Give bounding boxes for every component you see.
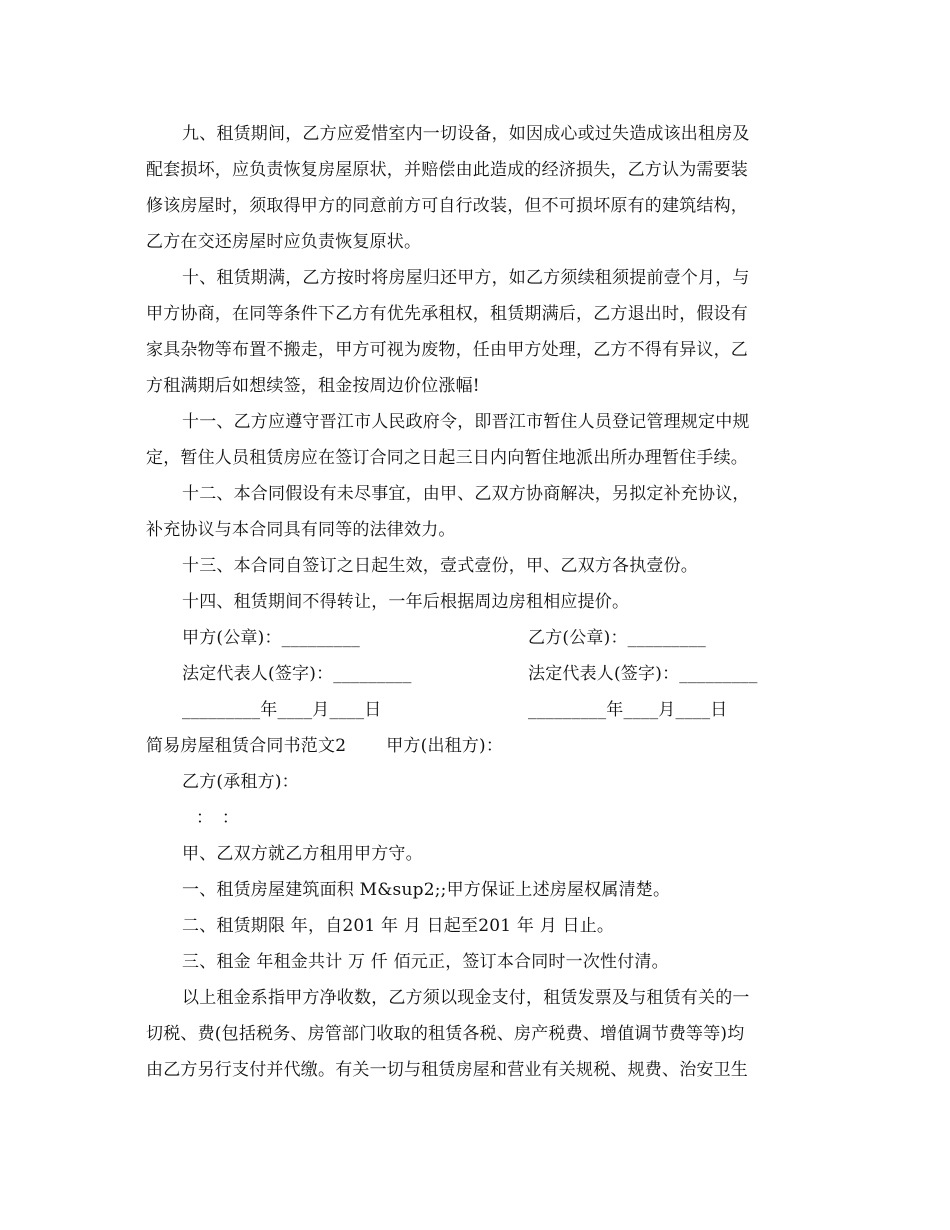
second-contract-party-b: 乙方(承租方)： [182, 772, 299, 792]
clause-9-line-3: 修该房屋时，须取得甲方的同意前方可自行改装，但不可损坏原有的建筑结构， [146, 196, 748, 216]
clause-10-line-3: 家具杂物等布置不搬走，甲方可视为废物，任由甲方处理，乙方不得有异议，乙 [146, 340, 748, 360]
party-a-seal: 甲方(公章)：_________ [182, 628, 360, 648]
party-a-date: _________年____月____日 [182, 700, 382, 720]
clause-13-line-1: 十三、本合同自签订之日起生效，壹式壹份，甲、乙双方各执壹份。 [182, 556, 698, 576]
clause-11-line-2: 定，暂住人员租赁房应在签订合同之日起三日内向暂住地派出所办理暂住手续。 [146, 448, 748, 468]
party-b-seal: 乙方(公章)：_________ [528, 628, 706, 648]
party-b-representative: 法定代表人(签字)：_________ [528, 664, 758, 684]
rent-para-line-2: 切税、费(包括税务、房管部门收取的租赁各税、房产税费、增值调节费等等)均 [146, 1024, 745, 1044]
clause-9-line-2: 配套损坏，应负责恢复房屋原状，并赔偿由此造成的经济损失，乙方认为需要装 [146, 160, 748, 180]
clause-10-line-1: 十、租赁期满，乙方按时将房屋归还甲方，如乙方须续租须提前壹个月，与 [182, 268, 750, 288]
party-b-date: _________年____月____日 [528, 700, 728, 720]
second-contract-clause-2: 二、租赁期限 年，自201 年 月 日起至201 年 月 日止。 [182, 916, 615, 936]
clause-12-line-1: 十二、本合同假设有未尽事宜，由甲、乙双方协商解决，另拟定补充协议， [182, 484, 750, 504]
clause-9-line-4: 乙方在交还房屋时应负责恢复原状。 [146, 232, 422, 252]
clause-10-line-4: 方租满期后如想续签，租金按周边价位涨幅! [146, 376, 480, 396]
clause-10-line-2: 甲方协商，在同等条件下乙方有优先承租权，租赁期满后，乙方退出时，假设有 [146, 304, 748, 324]
rent-para-line-1: 以上租金系指甲方净收数，乙方须以现金支付，租赁发票及与租赁有关的一 [182, 988, 750, 1008]
clause-9-line-1: 九、租赁期间，乙方应爱惜室内一切设备，如因成心或过失造成该出租房及 [182, 124, 750, 144]
clause-11-line-1: 十一、乙方应遵守晋江市人民政府令，即晋江市暂住人员登记管理规定中规 [182, 412, 750, 432]
second-contract-colons: ： ： [196, 808, 240, 828]
rent-para-line-3: 由乙方另行支付并代缴。有关一切与租赁房屋和营业有关规税、规费、治安卫生 [146, 1060, 748, 1080]
clause-12-line-2: 补充协议与本合同具有同等的法律效力。 [146, 520, 456, 540]
party-a-representative: 法定代表人(签字)：_________ [182, 664, 412, 684]
clause-14-line-1: 十四、租赁期间不得转让，一年后根据周边房租相应提价。 [182, 592, 630, 612]
second-contract-heading: 简易房屋租赁合同书范文2 甲方(出租方)： [146, 736, 504, 756]
second-contract-clause-1: 一、租赁房屋建筑面积 M&sup2;;甲方保证上述房屋权属清楚。 [182, 880, 671, 900]
second-contract-intro: 甲、乙双方就乙方租用甲方守。 [182, 844, 423, 864]
second-contract-clause-3: 三、租金 年租金共计 万 仟 佰元正，签订本合同时一次性付清。 [182, 952, 669, 972]
